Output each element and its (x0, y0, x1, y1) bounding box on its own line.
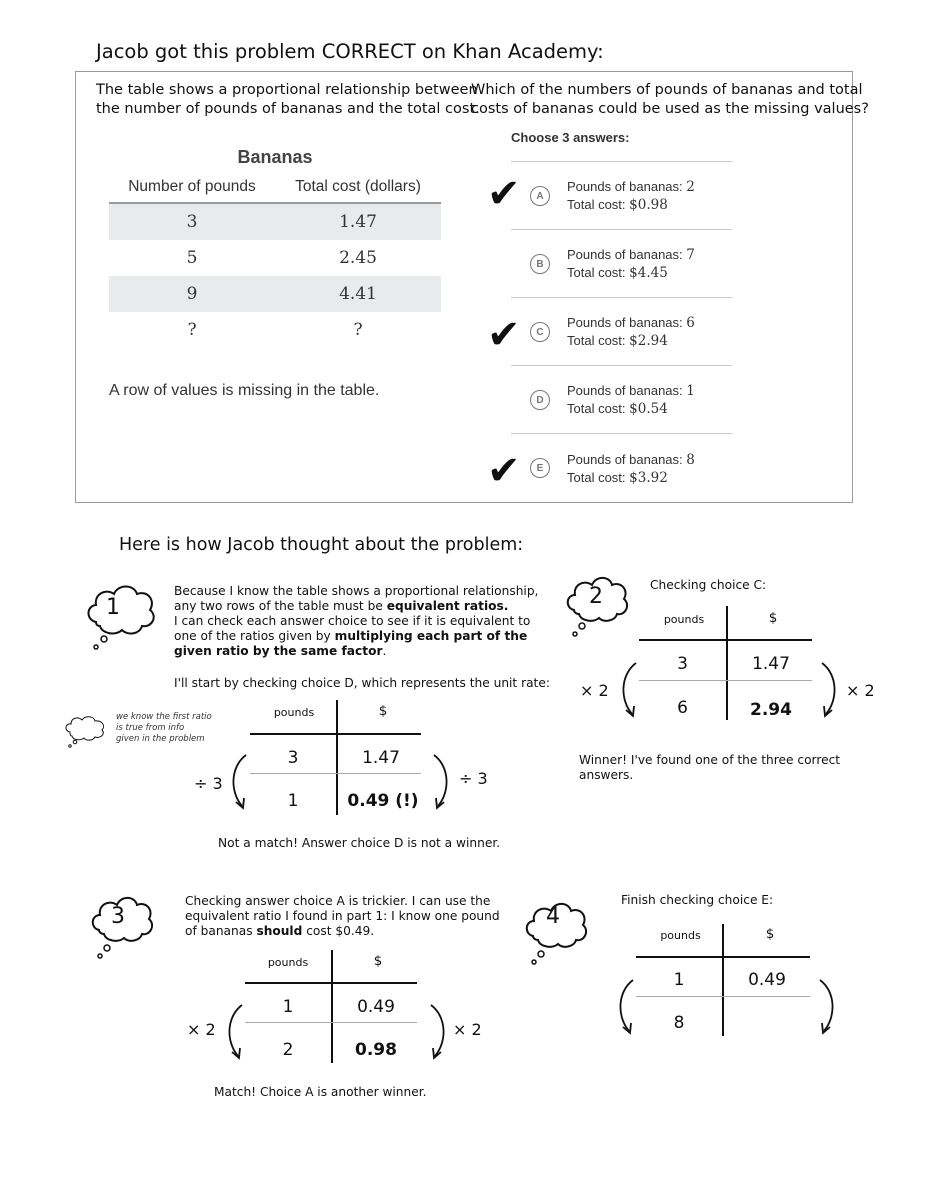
t-table-cell: 1.47 (362, 748, 400, 768)
choice-letter-c[interactable]: C (530, 322, 550, 342)
factor-label: ÷ 3 (194, 774, 223, 793)
cost-label: Total cost: (567, 333, 626, 348)
pounds-label: Pounds of bananas: (567, 315, 683, 330)
t-table-header: pounds (273, 706, 315, 719)
choice-b[interactable] (567, 246, 695, 282)
t-table-header: pounds (267, 956, 309, 969)
prompt-line: Which of the numbers of pounds of bananas and total (471, 82, 863, 98)
text-bold: should (256, 924, 303, 938)
factor-label: × 2 (453, 1020, 482, 1039)
table-cell: 9 (186, 284, 198, 304)
thinking-title: Here is how Jacob thought about the problem: (119, 535, 524, 555)
prompt-line: the number of pounds of bananas and the total cost. (96, 101, 480, 117)
step2-intro: Checking choice C: (650, 578, 767, 592)
missing-row-note: A row of values is missing in the table. (109, 382, 380, 399)
prompt-line: The table shows a proportional relationship between (96, 82, 478, 98)
factor-label: × 2 (580, 681, 609, 700)
step1-intro: I'll start by checking choice D, which represents the unit rate: (174, 676, 550, 690)
text-run: I can check each answer choice to see if it is equivalent to (174, 614, 531, 628)
cost-value: $4.45 (629, 265, 668, 281)
choice-divider (511, 365, 732, 366)
t-table-header: pounds (663, 613, 705, 626)
table-cell: ? (187, 320, 197, 340)
t-table-header: $ (373, 953, 383, 969)
t-table-cell: 1 (673, 970, 685, 990)
table-cell: 3 (186, 212, 198, 232)
curved-arrow-icon (224, 1002, 248, 1062)
choice-divider (511, 229, 732, 230)
aside-line: is true from info (116, 723, 185, 733)
t-table-row-rule (250, 773, 421, 774)
aside-note (116, 712, 212, 745)
text-run: Checking answer choice A is trickier. I can use the (185, 894, 491, 908)
pounds-label: Pounds of bananas: (567, 383, 683, 398)
table-header-cost: Total cost (dollars) (295, 178, 421, 195)
thought-cloud-icon (62, 712, 108, 748)
page-title: Jacob got this problem CORRECT on Khan Academy: (96, 40, 604, 63)
t-table-cell: 8 (673, 1013, 685, 1033)
text-run: cost $0.49. (302, 924, 375, 938)
choose-label: Choose 3 answers: (511, 130, 630, 145)
curved-arrow-icon (816, 660, 840, 720)
cost-value: $0.98 (629, 197, 668, 213)
step-number: 2 (589, 584, 603, 609)
t-table-cell: 0.98 (355, 1040, 397, 1060)
cost-label: Total cost: (567, 197, 626, 212)
text-run: any two rows of the table must be (174, 599, 387, 613)
curved-arrow-icon (814, 977, 838, 1037)
curved-arrow-icon (425, 1002, 449, 1062)
t-table-cell: 0.49 (357, 997, 395, 1017)
table-cell: 4.41 (339, 284, 377, 304)
choice-d[interactable] (567, 382, 695, 418)
t-table-header: $ (765, 926, 775, 942)
t-table-row-rule (639, 680, 812, 681)
t-table-header: $ (378, 703, 388, 719)
problem-left-prompt (96, 81, 480, 119)
aside-line: given in the problem (116, 734, 205, 744)
pounds-value: 7 (686, 247, 695, 263)
cost-value: $3.92 (629, 470, 668, 486)
step3-text (185, 894, 500, 939)
t-table-cell: 1.47 (752, 654, 790, 674)
text-bold: given ratio by the same factor (174, 644, 383, 658)
check-mark-icon: ✔ (487, 448, 521, 494)
t-table-cell: 6 (677, 698, 688, 718)
cost-label: Total cost: (567, 470, 626, 485)
t-table-cell: 2 (282, 1040, 294, 1060)
curved-arrow-icon (228, 752, 252, 812)
aside-line: we know the first ratio (116, 712, 212, 722)
step-number: 3 (111, 904, 125, 929)
t-table-header: $ (768, 610, 778, 626)
cost-value: $0.54 (629, 401, 668, 417)
text-line: Winner! I've found one of the three correct (579, 753, 841, 767)
text-run: one of the ratios given by (174, 629, 335, 643)
choice-divider (511, 433, 732, 434)
text-line: answers. (579, 768, 634, 782)
t-table-cell: 3 (287, 748, 299, 768)
step4-intro: Finish checking choice E: (621, 893, 774, 907)
choice-divider (511, 297, 732, 298)
table-cell: ? (353, 320, 363, 340)
factor-label: × 2 (846, 681, 875, 700)
check-mark-icon: ✔ (487, 312, 521, 358)
step2-conclusion (579, 753, 840, 783)
t-table-header: pounds (660, 929, 701, 942)
text-run: Because I know the table shows a proportional relationship, (174, 584, 539, 598)
text-bold: multiplying each part of the (334, 629, 528, 643)
text-run: equivalent ratio I found in part 1: I know one pound (185, 909, 500, 923)
t-table-cell: 2.94 (750, 700, 792, 720)
t-table-cell: 1 (287, 791, 299, 811)
check-mark-icon: ✔ (487, 171, 521, 217)
pounds-label: Pounds of bananas: (567, 179, 683, 194)
pounds-label: Pounds of bananas: (567, 247, 683, 262)
factor-label: ÷ 3 (459, 769, 488, 788)
table-row (109, 204, 441, 240)
table-row (109, 240, 441, 276)
t-table-row-rule (245, 1022, 417, 1023)
choice-letter-e[interactable]: E (530, 458, 550, 478)
pounds-value: 6 (686, 315, 695, 331)
t-table-cell: 3 (677, 654, 688, 674)
cost-value: $2.94 (629, 333, 668, 349)
table-row (109, 312, 441, 348)
t-table-cell: 1 (282, 997, 294, 1017)
choice-letter-b[interactable]: B (530, 254, 550, 274)
choice-letter-a[interactable]: A (530, 186, 550, 206)
text-run: of bananas (185, 924, 257, 938)
pounds-value: 8 (686, 452, 695, 468)
curved-arrow-icon (615, 977, 639, 1037)
table-row (109, 276, 441, 312)
factor-label: × 2 (187, 1020, 216, 1039)
step3-conclusion: Match! Choice A is another winner. (214, 1085, 427, 1099)
table-cell: 1.47 (339, 212, 377, 232)
step-number: 4 (546, 904, 560, 929)
choice-c[interactable] (567, 314, 695, 350)
choice-a[interactable] (567, 178, 695, 214)
cost-label: Total cost: (567, 265, 626, 280)
step1-conclusion: Not a match! Answer choice D is not a winner. (218, 836, 501, 850)
table-title: Bananas (237, 147, 313, 167)
table-cell: 2.45 (339, 248, 377, 268)
prompt-line: costs of bananas could be used as the missing values? (471, 101, 869, 117)
text-bold: equivalent ratios. (386, 599, 509, 613)
table-header-pounds: Number of pounds (128, 178, 256, 195)
curved-arrow-icon (618, 660, 642, 720)
step-number: 1 (106, 595, 120, 620)
problem-right-prompt (471, 81, 869, 119)
t-table-cell: 0.49 (!) (347, 791, 419, 811)
cost-label: Total cost: (567, 401, 626, 416)
pounds-label: Pounds of bananas: (567, 452, 683, 467)
pounds-value: 1 (686, 383, 695, 399)
pounds-value: 2 (686, 179, 695, 195)
curved-arrow-icon (428, 752, 452, 812)
step1-text (174, 584, 538, 659)
choice-e[interactable] (567, 451, 695, 487)
t-table-row-rule (636, 996, 810, 997)
text-run: . (382, 644, 387, 658)
t-table-cell: 0.49 (748, 970, 786, 990)
choice-letter-d[interactable]: D (530, 390, 550, 410)
choice-divider (511, 161, 732, 162)
table-cell: 5 (186, 248, 198, 268)
